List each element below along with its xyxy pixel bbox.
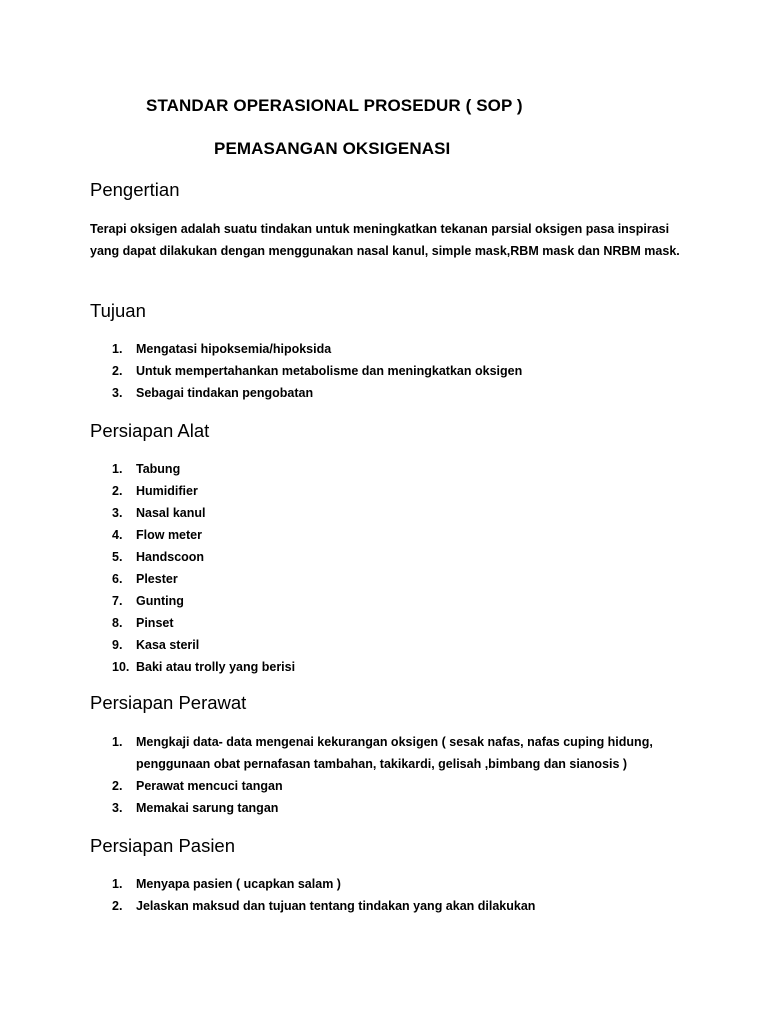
list-number: 1. — [112, 735, 123, 749]
list-item-text: Jelaskan maksud dan tujuan tentang tindakan yang akan dilakukan — [136, 899, 536, 913]
tujuan-list — [90, 338, 696, 404]
list-item-text: Mengatasi hipoksemia/hipoksida — [136, 342, 332, 356]
list-item — [90, 382, 696, 404]
list-item — [90, 502, 696, 524]
list-item — [90, 338, 696, 360]
list-item — [90, 634, 696, 656]
list-item — [90, 656, 696, 678]
list-number: 7. — [112, 594, 123, 608]
list-number: 1. — [112, 462, 123, 476]
list-number: 3. — [112, 506, 123, 520]
list-item-text: Pinset — [136, 616, 174, 630]
section-heading-persiapan-perawat: Persiapan Perawat — [90, 692, 247, 713]
list-number: 3. — [112, 801, 123, 815]
list-item — [90, 546, 696, 568]
list-number: 9. — [112, 638, 123, 652]
document-title: STANDAR OPERASIONAL PROSEDUR ( SOP ) — [146, 96, 523, 115]
list-item — [90, 775, 696, 797]
list-number: 3. — [112, 386, 123, 400]
list-item-text: Baki atau trolly yang berisi — [136, 660, 296, 674]
list-item-text: Flow meter — [136, 528, 202, 542]
list-item-text: Menyapa pasien ( ucapkan salam ) — [136, 877, 341, 891]
list-item — [90, 524, 696, 546]
list-item-text: Untuk mempertahankan metabolisme dan meningkatkan oksigen — [136, 364, 523, 378]
list-item-text: Memakai sarung tangan — [136, 801, 279, 815]
list-item — [90, 731, 696, 775]
list-item — [90, 480, 696, 502]
list-item-text: Plester — [136, 572, 178, 586]
list-item-text: Kasa steril — [136, 638, 200, 652]
list-number: 10. — [112, 660, 130, 674]
list-item — [90, 590, 696, 612]
list-number: 2. — [112, 779, 123, 793]
list-number: 2. — [112, 364, 123, 378]
list-item-text: Gunting — [136, 594, 184, 608]
pengertian-paragraph: Terapi oksigen adalah suatu tindakan untuk meningkatkan tekanan parsial oksigen pasa inspirasi yang dapat dilakukan dengan menggunakan nasal kanul, simple mask,RBM mask dan NRBM mask. — [90, 222, 680, 258]
list-item-text: Tabung — [136, 462, 181, 476]
section-heading-tujuan: Tujuan — [90, 300, 146, 321]
list-number: 1. — [112, 877, 123, 891]
list-number: 4. — [112, 528, 123, 542]
persiapan-alat-list — [90, 458, 696, 678]
list-item — [90, 612, 696, 634]
list-item-text: Handscoon — [136, 550, 205, 564]
section-heading-pengertian: Pengertian — [90, 179, 180, 200]
list-number: 8. — [112, 616, 123, 630]
section-heading-persiapan-alat: Persiapan Alat — [90, 420, 210, 441]
list-item — [90, 873, 696, 895]
list-item — [90, 568, 696, 590]
list-number: 2. — [112, 899, 123, 913]
list-number: 5. — [112, 550, 123, 564]
persiapan-perawat-list — [90, 731, 696, 819]
list-item — [90, 895, 696, 917]
list-item — [90, 458, 696, 480]
section-heading-persiapan-pasien: Persiapan Pasien — [90, 835, 236, 856]
document-subtitle: PEMASANGAN OKSIGENASI — [214, 139, 451, 158]
list-item-text: Mengkaji data- data mengenai kekurangan oksigen ( sesak nafas, nafas cuping hidung, penggunaan obat pernafasan tambahan, takikardi, gelisah ,bimbang dan sianosis ) — [136, 735, 653, 771]
list-number: 1. — [112, 342, 123, 356]
list-number: 6. — [112, 572, 123, 586]
list-item-text: Nasal kanul — [136, 506, 206, 520]
list-item — [90, 360, 696, 382]
list-number: 2. — [112, 484, 123, 498]
list-item-text: Sebagai tindakan pengobatan — [136, 386, 314, 400]
list-item-text: Humidifier — [136, 484, 198, 498]
list-item-text: Perawat mencuci tangan — [136, 779, 283, 793]
persiapan-pasien-list — [90, 873, 696, 917]
list-item — [90, 797, 696, 819]
